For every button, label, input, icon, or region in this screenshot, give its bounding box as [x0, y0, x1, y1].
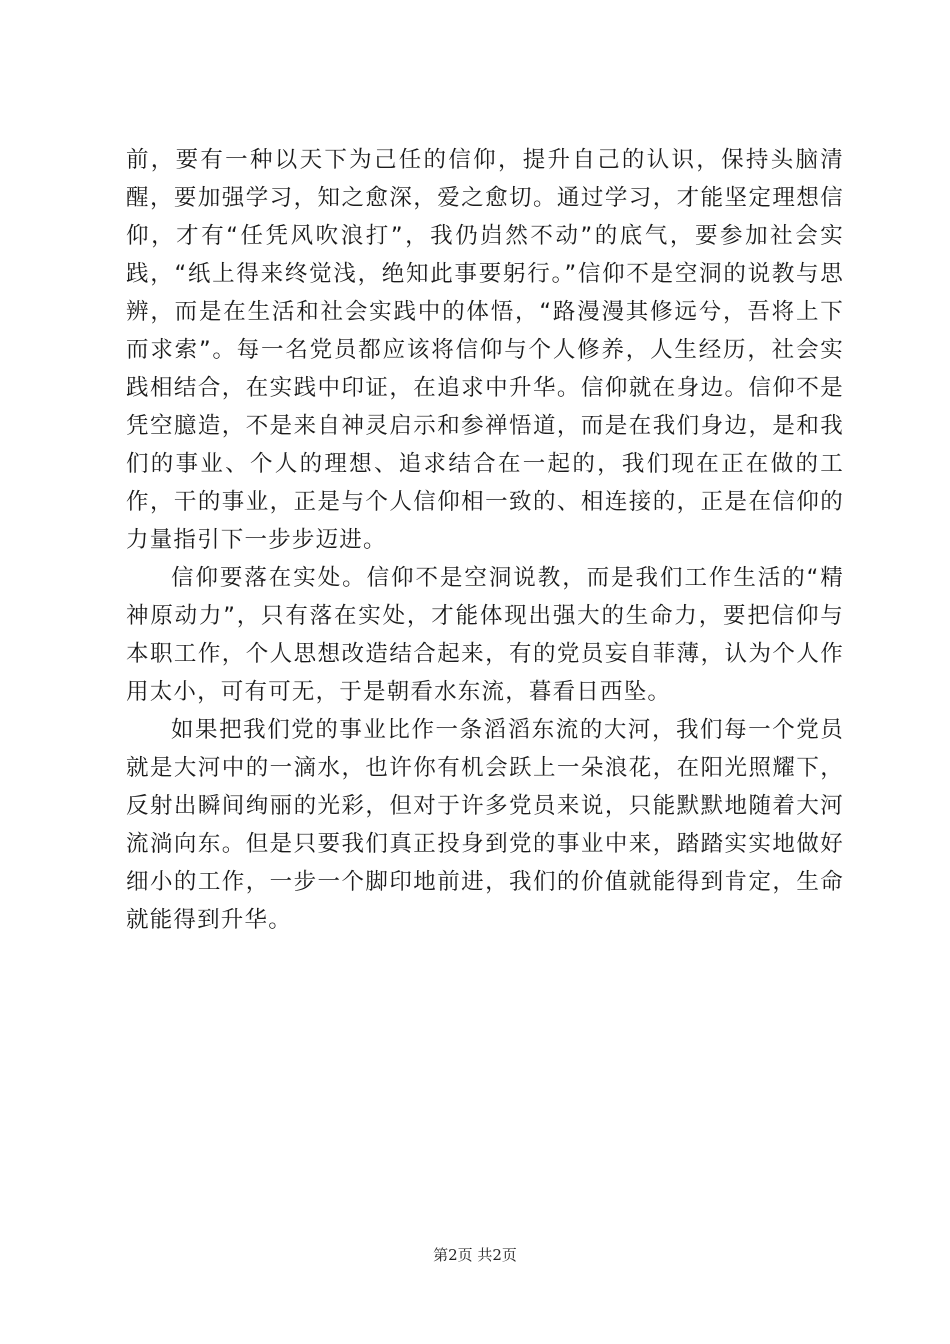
body-text — [126, 141, 844, 939]
paragraph-3: 如果把我们党的事业比作一条滔滔东流的大河，我们每一个党员就是大河中的一滴水，也许你有机会跃上一朵浪花，在阳光照耀下，反射出瞬间绚丽的光彩，但对于许多党员来说，只能默默地随着大河流淌向东。但是只要我们真正投身到党的事业中来，踏踏实实地做好细小的工作，一步一个脚印地前进，我们的价值就能得到肯定，生命就能得到升华。 — [126, 717, 844, 933]
paragraph-1: 前，要有一种以天下为己任的信仰，提升自己的认识，保持头脑清醒，要加强学习，知之愈深，爱之愈切。通过学习，才能坚定理想信仰，才有“任凭风吹浪打”，我仍岿然不动”的底气，要参加社会实践，“纸上得来终觉浅，绝知此事要躬行。”信仰不是空洞的说教与思辨，而是在生活和社会实践中的体悟，“路漫漫其修远兮，吾将上下而求索”。每一名党员都应该将信仰与个人修养，人生经历，社会实践相结合，在实践中印证，在追求中升华。信仰就在身边。信仰不是凭空臆造，不是来自神灵启示和参禅悟道，而是在我们身边，是和我们的事业、个人的理想、追求结合在一起的，我们现在正在做的工作，干的事业，正是与个人信仰相一致的、相连接的，正是在信仰的力量指引下一步步迈进。 — [126, 147, 844, 553]
page-footer: 第2页 共2页 — [433, 1246, 517, 1264]
paragraph-2: 信仰要落在实处。信仰不是空洞说教，而是我们工作生活的“精神原动力”，只有落在实处，才能体现出强大的生命力，要把信仰与本职工作，个人思想改造结合起来，有的党员妄自菲薄，认为个人作用太小，可有可无，于是朝看水东流，暮看日西坠。 — [126, 565, 844, 705]
